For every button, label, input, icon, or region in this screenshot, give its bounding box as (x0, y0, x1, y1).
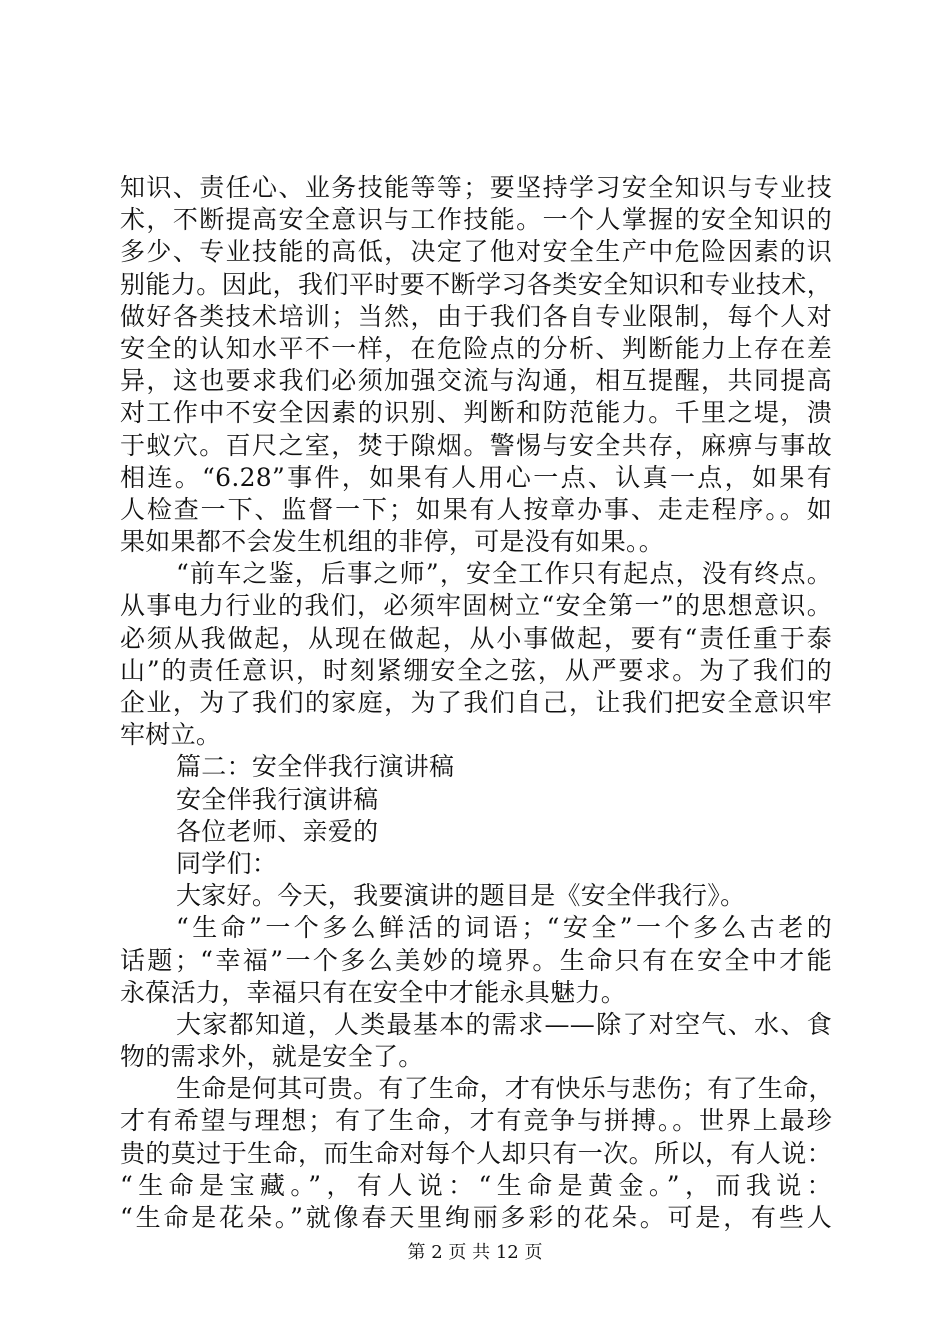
text-line: 人检查一下、监督一下；如果有人按章办事、走走程序。。如 (120, 494, 832, 524)
text-line: 永葆活力，幸福只有在安全中才能永具魅力。 (120, 977, 627, 1007)
text-line: 从事电力行业的我们，必须牢固树立“安全第一”的思想意识。 (120, 591, 832, 621)
text-line: 术，不断提高安全意识与工作技能。一个人掌握的安全知识的 (120, 205, 832, 235)
text-line: 相连。“6.28”事件，如果有人用心一点、认真一点，如果有 (120, 462, 832, 492)
text-line: 生命是何其可贵。有了生命，才有快乐与悲伤；有了生命， (176, 1074, 834, 1104)
text-line: 大家都知道，人类最基本的需求——除了对空气、水、食 (176, 1009, 832, 1039)
text-line: “生命是宝藏。”，有人说：“生命是黄金。”，而我说： (120, 1170, 832, 1200)
text-line: 大家好。今天，我要演讲的题目是《安全伴我行》。 (176, 881, 746, 911)
text-line: 才有希望与理想；有了生命，才有竞争与拼搏。。世界上最珍 (120, 1106, 832, 1136)
text-line: 对工作中不安全因素的识别、判断和防范能力。千里之堤，溃 (120, 398, 832, 428)
text-line: 篇二：安全伴我行演讲稿 (176, 752, 455, 782)
text-line: 贵的莫过于生命，而生命对每个人却只有一次。所以，有人说： (120, 1138, 832, 1168)
text-line: 必须从我做起，从现在做起，从小事做起，要有“责任重于泰 (120, 623, 832, 653)
text-line: “前车之鉴，后事之师”，安全工作只有起点，没有终点。 (176, 559, 832, 589)
text-line: “生命是花朵。”就像春天里绚丽多彩的花朵。可是，有些人 (120, 1203, 832, 1232)
text-line: 果如果都不会发生机组的非停，可是没有如果。。 (120, 527, 665, 557)
text-line: 企业，为了我们的家庭，为了我们自己，让我们把安全意识牢 (120, 688, 832, 717)
text-line: 同学们： (176, 848, 278, 878)
text-line: 知识、责任心、业务技能等等；要坚持学习安全知识与专业技 (120, 173, 832, 202)
text-line: 牢树立。 (120, 720, 222, 750)
page-footer: 第 2 页 共 12 页 (407, 1242, 543, 1263)
text-line: 于蚁穴。百尺之室，焚于隙烟。警惕与安全共存，麻痹与事故 (120, 430, 832, 460)
text-line: 多少、专业技能的高低，决定了他对安全生产中危险因素的识 (120, 237, 832, 267)
text-line: 异，这也要求我们必须加强交流与沟通，相互提醒，共同提高 (120, 366, 832, 396)
text-line: 山”的责任意识，时刻紧绷安全之弦，从严要求。为了我们的 (120, 655, 832, 685)
text-line: 话题；“幸福”一个多么美妙的境界。生命只有在安全中才能 (120, 945, 832, 975)
text-line: “生命”一个多么鲜活的词语；“安全”一个多么古老的 (176, 913, 832, 943)
text-line: 安全的认知水平不一样，在危险点的分析、判断能力上存在差 (120, 333, 832, 363)
text-line: 物的需求外，就是安全了。 (120, 1042, 424, 1072)
body-text (120, 172, 832, 1234)
text-line: 各位老师、亲爱的 (176, 816, 379, 846)
text-line: 安全伴我行演讲稿 (176, 784, 379, 814)
text-line: 做好各类技术培训；当然，由于我们各自专业限制，每个人对 (120, 301, 832, 331)
text-line: 别能力。因此，我们平时要不断学习各类安全知识和专业技术， (120, 269, 832, 299)
